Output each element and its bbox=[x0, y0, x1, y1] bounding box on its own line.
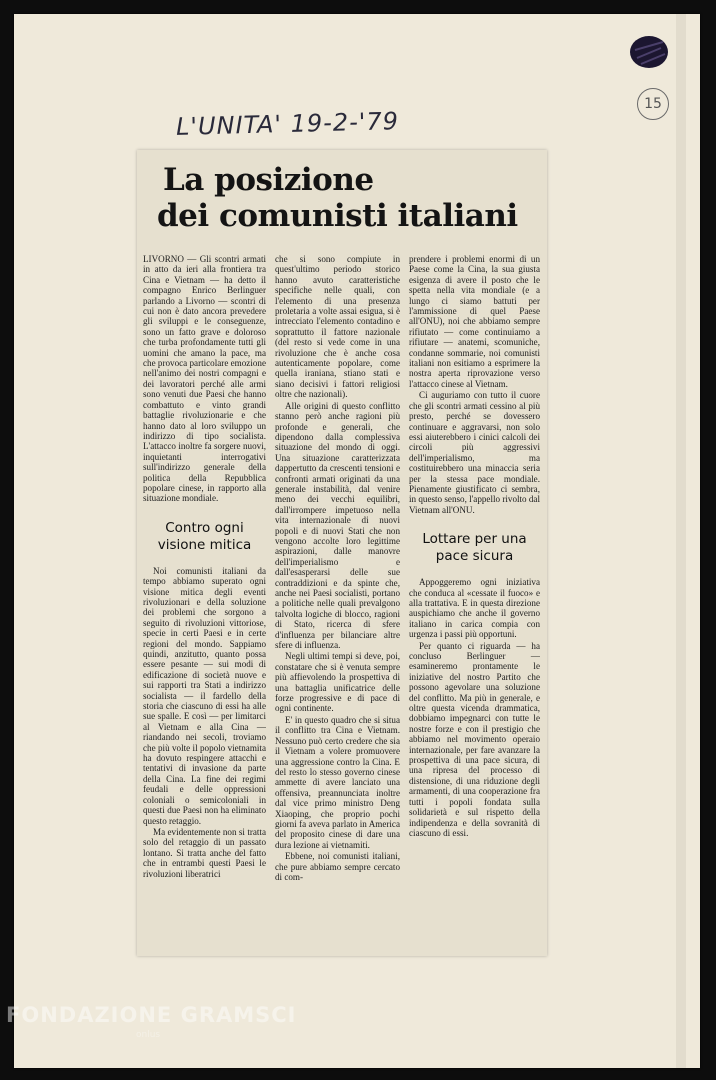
archive-stamp-icon bbox=[627, 32, 671, 72]
article-headline bbox=[157, 162, 518, 234]
paragraph: prendere i problemi enormi di un Paese come la Cina, la sua giusta esigenza di avere il posto che le spetta nella vita mondiale (e a lungo ci siamo battuti per l'ammissione di quel Paese all'ONU), noi che abbiamo sempre rifiutato — come continuiamo a rifiutare — anatemi, scomuniche, condanne sommarie, noi comunisti italiani non esitiamo a esprimere la nostra aperta riprovazione verso l'attacco cinese al Vietnam. bbox=[409, 254, 540, 389]
handwritten-header: L'UNITA' 19-2-'79 bbox=[175, 107, 400, 141]
paragraph: Negli ultimi tempi si deve, poi, constatare che si è venuta sempre più affievolendo la prospettiva di una battaglia unificatrice delle forze progressive e di pace di ogni continente. bbox=[275, 651, 400, 714]
paragraph: Noi comunisti italiani da tempo abbiamo superato ogni visione mitica degli eventi rivoluzionari e della soluzione dei problemi che sorgono a seguito di rivoluzioni vittoriose, specie in certi Paesi e in certe regioni del mondo. Sappiamo quindi, anzitutto, quanto possa essere pesante — sui modi di edificazione di società nuove e sui rapporti tra Stati a indirizzo socialista — il fardello della storia che ciascuno di essi ha alle sue spalle. E così — per limitarci al Vietnam e alla Cina — riandando nei secoli, troviamo che più volte il popolo vietnamita ha dovuto respingere attacchi e tentativi di invasione da parte della Cina. La fine dei regimi feudali e delle oppressioni coloniali o semicoloniali in questi due Paesi non ha eliminato questo retaggio. bbox=[143, 565, 266, 826]
watermark-subtext: onlus bbox=[136, 1030, 161, 1040]
paragraph: Ma evidentemente non si tratta solo del retaggio di un passato lontano. Si tratta anche del fatto che in entrambi questi Paesi le rivoluzioni liberatrici bbox=[143, 826, 266, 879]
page-number: 15 bbox=[637, 88, 669, 120]
paragraph: Appoggeremo ogni iniziativa che conduca al «cessate il fuoco» e alla trattativa. E in questa direzione auspichiamo che anche il governo italiano in carica compia con urgenza i passi più opportuni. bbox=[409, 577, 540, 640]
subheading-contro-ogni-visione-mitica: Contro ogni visione mitica bbox=[157, 519, 252, 553]
subheading-lottare-per-una-pace-sicura: Lottare per una pace sicura bbox=[422, 531, 527, 565]
sheet-edge bbox=[676, 14, 686, 1068]
paragraph: Alle origini di questo conflitto stanno però anche ragioni più profonde e generali, che dipendono dalla complessiva situazione del mondo di oggi. Una situazione caratterizzata dappertutto da crescenti tensioni e confronti armati originati da una generale instabilità, dal venire meno dei vecchi equilibri, dall'irrompere impetuoso nella vita internazionale di nuovi popoli e di nuovi Stati che non vengono accolte loro legittime aspirazioni, dalle manovre dell'imperialismo e dall'esasperarsi delle sue contraddizioni e da spinte che, anche nei Paesi socialisti, portano a politiche nelle quali prevalgono talvolta logiche di blocco, ragioni di Stato, ricerca di sfere d'influenza per bilanciare altre sfere di influenza. bbox=[275, 400, 400, 651]
paragraph: E' in questo quadro che si situa il conflitto tra Cina e Vietnam. Nessuno può certo credere che sia il Vietnam a volere promuovere una aggressione contro la Cina. E del resto lo stesso governo cinese ammette di avere lanciato una offensiva, preannunciata inoltre dal vice primo ministro Deng Xiaoping, che proprio pochi giorni fa aveva parlato in America del proposito cinese di dare una dura lezione ai vietnamiti. bbox=[275, 714, 400, 850]
paragraph: Ebbene, noi comunisti italiani, che pure abbiamo sempre cercato di com- bbox=[275, 851, 400, 882]
article-column-1 bbox=[143, 254, 266, 944]
article-column-3 bbox=[409, 254, 540, 944]
newspaper-clipping bbox=[137, 150, 547, 956]
paragraph: LIVORNO — Gli scontri armati in atto da ieri alla frontiera tra Cina e Vietnam — ha detto il compagno Enrico Berlinguer parlando a Livorno — scontri di cui non è dato ancora prevedere gli sviluppi e le conseguenze, sono un fatto grave e doloroso che turba profondamente tutti gli uomini che amano la pace, ma che provoca particolare emozione nell'animo dei nostri compagni e dei lavoratori perché alle armi sono venuti due Paesi che hanno combattuto e vinto grandi battaglie rivoluzionarie e che hanno dato al loro sviluppo un indirizzo di tipo socialista. L'attacco inoltre fa sorgere nuovi, inquietanti interrogativi sull'indirizzo generale della politica della Repubblica popolare cinese, in rapporto alla situazione mondiale. bbox=[143, 254, 266, 504]
headline-line-1: La posizione bbox=[163, 162, 374, 198]
watermark-logo: FONDAZIONE GRAMSCI bbox=[6, 1003, 297, 1027]
paragraph: Ci auguriamo con tutto il cuore che gli scontri armati cessino al più presto, perché se dovessero continuare e aggravarsi, non solo essi aiuterebbero i cinici calcoli dei circoli più aggressivi dell'imperialismo, ma costituirebbero una minaccia seria per la stessa pace mondiale. Pienamente giustificato ci sembra, in questo senso, l'appello rivolto dal Vietnam all'ONU. bbox=[409, 390, 540, 515]
paragraph: Per quanto ci riguarda — ha concluso Berlinguer — esamineremo prontamente le iniziative del nostro Partito che possono agevolare una soluzione del conflitto. Ma più in generale, e oltre questa vicenda drammatica, dobbiamo impegnarci con tutte le nostre forze e con il prestigio che abbiamo nel movimento operaio internazionale, per fare avanzare la prospettiva di una pace sicura, di una ripresa del processo di distensione, di una riduzione degli armamenti, di una cooperazione fra tutti i popoli fondata sulla solidarietà e sul rispetto della indipendenza e della sovranità di ciascuno di essi. bbox=[409, 640, 540, 838]
headline-line-2: dei comunisti italiani bbox=[157, 198, 518, 234]
paragraph: che si sono compiute in quest'ultimo periodo storico hanno avuto caratteristiche specifiche nelle quali, con l'elemento di una presenza proletaria a volte assai esigua, si è intrecciato l'elemento contadino e soprattutto il fattore nazionale (del resto si vede come in una rivoluzione che è anche cosa autenticamente popolare, come quella iraniana, stiano stati e siano decisivi i fattori religiosi oltre che nazionali). bbox=[275, 254, 400, 400]
article-column-2 bbox=[275, 254, 400, 944]
